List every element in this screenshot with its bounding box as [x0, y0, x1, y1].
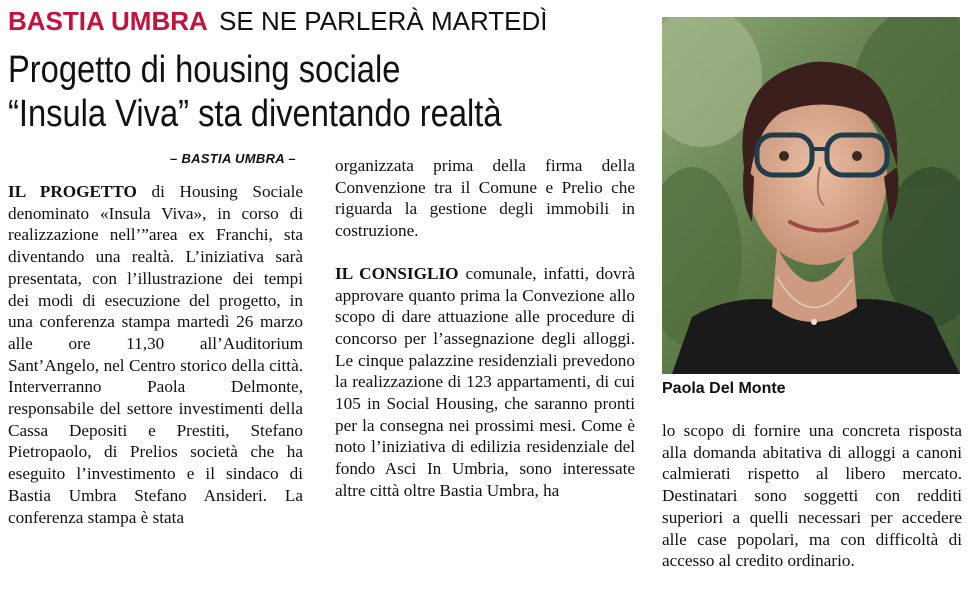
photo-caption: Paola Del Monte — [662, 380, 786, 397]
headline — [8, 48, 644, 136]
kicker — [8, 6, 548, 36]
headline-line-1: Progetto di housing sociale — [8, 49, 401, 91]
dateline: – BASTIA UMBRA – — [170, 151, 296, 166]
paragraph-progetto — [8, 181, 303, 528]
article-column-2 — [335, 155, 635, 502]
kicker-subtitle: SE NE PARLERÀ MARTEDÌ — [219, 6, 548, 36]
text-progetto: di Housing Sociale denominato «Insula Viva», in corso di realizzazione nell’”area ex Franchi, sta diventando una realtà. L’iniziativa sarà presentata, con l’illustrazione dei tempi dei modi di esecuzione del progetto, in una conferenza stampa martedì 26 marzo alle ore 11,30 all’Auditorium Sant’Angelo, nel Centro storico della città. Interverranno Paola Delmonte, responsabile del settore investimenti della Cassa Depositi e Prestiti, Stefano Pietropaolo, di Prelios società che ha eseguito l’investimento e il sindaco di Bastia Umbra Stefano Ansideri. La conferenza stampa è stata — [8, 182, 303, 527]
text-consiglio: comunale, infatti, dovrà approvare quanto prima la Convezione allo scopo di dare attuazione alle procedure di concorso per l’assegnazione degli alloggi. Le cinque palazzine residenziali prevedono la realizzazione di 123 appartamenti, di cui 105 in Social Housing, che saranno pronti per la consegna nei prossimi mesi. Come è noto l’iniziativa di edilizia residenziale del fondo Asci In Umbria, sono interessate altre città oltre Bastia Umbra, ha — [335, 263, 635, 500]
lead-consiglio: IL CONSIGLIO — [335, 263, 459, 283]
article-column-1 — [8, 181, 303, 528]
paragraph-continuation: organizzata prima della firma della Convenzione tra il Comune e Prelio che riguarda la gestione degli immobili in costruzione. — [335, 156, 635, 241]
headline-line-2: “Insula Viva” sta diventando realtà — [8, 93, 502, 135]
portrait-photo — [662, 17, 960, 374]
paragraph-conclusion: lo scopo di fornire una concreta risposta alla domanda abitativa di alloggi a canoni calmierati rispetto al libero mercato. Destinatari sono soggetti con redditi superiori a quelli necessari per accedere alle case popolari, ma con difficoltà di accesso al credito ordinario. — [662, 421, 962, 571]
portrait-illustration — [662, 17, 960, 374]
paragraph-consiglio — [335, 263, 635, 502]
kicker-place: BASTIA UMBRA — [8, 6, 208, 36]
lead-progetto: IL PROGETTO — [8, 182, 137, 201]
article-column-3 — [662, 420, 962, 572]
